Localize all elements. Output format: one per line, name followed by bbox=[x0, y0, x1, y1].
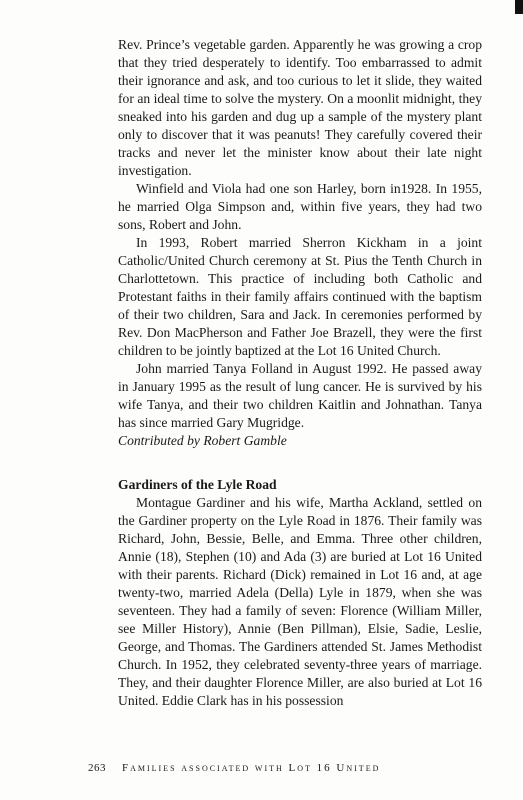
section-heading: Gardiners of the Lyle Road bbox=[118, 477, 277, 492]
paragraph-robert: In 1993, Robert married Sherron Kickham in a joint Catholic/United Church ceremony at St. Pius the Tenth Church in Charlottetown. This practice of including both Catholic and Protestant faiths in their family affairs continued with the baptism of their two children, Sara and Jack. In ceremonies performed by Rev. Don MacPherson and Father Joe Brazell, they were the first children to be jointly baptized at the Lot 16 United Church. bbox=[118, 235, 482, 358]
paragraph-harley: Winfield and Viola had one son Harley, born in1928. In 1955, he married Olga Simpson and, within five years, they had two sons, Robert and John. bbox=[118, 181, 482, 232]
paragraph-continued: Rev. Prince’s vegetable garden. Apparently he was growing a crop that they tried desperately to identify. Too embarrassed to admit their ignorance and ask, and too curious to let it slide, they waited for an ideal time to solve the mystery. On a moonlit midnight, they sneaked into his garden and dug up a sample of the mystery plant only to discover that it was peanuts! They carefully covered their tracks and never let the minister know about their late night investigation. bbox=[118, 37, 482, 178]
contribution-credit: Contributed by Robert Gamble bbox=[118, 433, 287, 448]
running-head: Families associated with Lot 16 United bbox=[121, 762, 381, 774]
page-footer bbox=[88, 762, 380, 774]
paragraph-john: John married Tanya Folland in August 1992. He passed away in January 1995 as the result of lung cancer. He is survived by his wife Tanya, and their two children Kaitlin and Johnathan. Tanya has since married Gary Mugridge. bbox=[118, 361, 482, 430]
paragraph-gardiners: Montague Gardiner and his wife, Martha Ackland, settled on the Gardiner property on the Lyle Road in 1876. Their family was Richard, John, Bessie, Belle, and Emma. Three other children, Annie (18), Stephen (10) and Ada (3) are buried at Lot 16 United with their parents. Richard (Dick) remained in Lot 16 and, at age twenty-two, married Adela (Della) Lyle in 1879, when she was seventeen. They had a family of seven: Florence (William Miller, see Miller History), Annie (Ben Pillman), Elsie, Sadie, Leslie, George, and Thomas. The Gardiners attended St. James Methodist Church. In 1952, they celebrated seventy-three years of marriage. They, and their daughter Florence Miller, are also buried at Lot 16 United. Eddie Clark has in his possession bbox=[118, 495, 482, 708]
page-number: 263 bbox=[88, 762, 106, 774]
page-body bbox=[118, 36, 482, 710]
scan-corner-mark bbox=[515, 0, 523, 14]
